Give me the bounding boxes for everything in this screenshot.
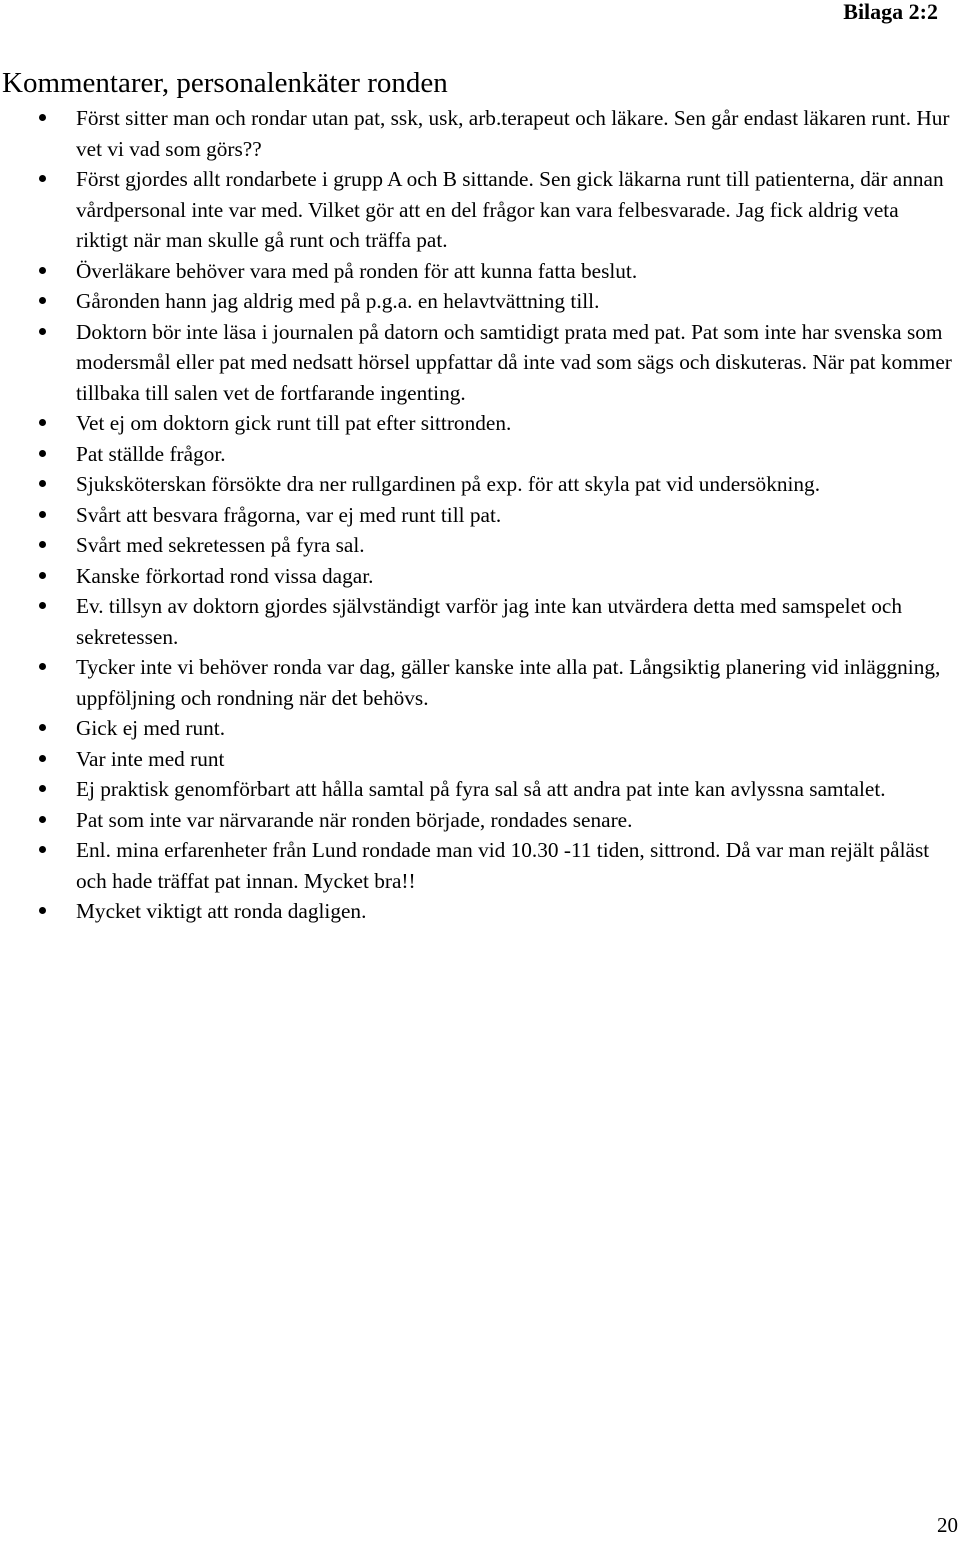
- bullet-icon: [39, 724, 46, 731]
- list-item: [0, 744, 955, 775]
- list-item: [0, 561, 955, 592]
- bullet-icon: [39, 785, 46, 792]
- list-item: [0, 896, 955, 927]
- comment-text: Först gjordes allt rondarbete i grupp A och B sittande. Sen gick läkarna runt till patienterna, där annan vårdpersonal inte var med. Vilket gör att en del frågor kan vara felbesvarade. Jag fick aldrig veta riktigt när man skulle gå runt och träffa pat.: [76, 167, 944, 252]
- bullet-icon: [39, 907, 46, 914]
- bullet-icon: [39, 450, 46, 457]
- list-item: [0, 103, 955, 164]
- list-item: [0, 652, 955, 713]
- comment-text: Pat som inte var närvarande när ronden började, rondades senare.: [76, 807, 633, 832]
- comment-text: Enl. mina erfarenheter från Lund rondade man vid 10.30 -11 tiden, sittrond. Då var man rejält påläst och hade träffat pat innan. Mycket bra!!: [76, 838, 930, 893]
- comment-text: Ej praktisk genomförbart att hålla samtal på fyra sal så att andra pat inte kan avlyssna samtalet.: [76, 777, 886, 801]
- list-item: [0, 469, 955, 500]
- bullet-icon: [39, 419, 46, 426]
- bullet-icon: [39, 816, 46, 823]
- list-item: [0, 164, 955, 256]
- comment-text: Gick ej med runt.: [76, 716, 226, 740]
- comment-text: Först sitter man och rondar utan pat, ssk, usk, arb.terapeut och läkare. Sen går endast läkaren runt. Hur vet vi vad som görs??: [76, 106, 950, 161]
- page-header-label: Bilaga 2:2: [843, 0, 938, 24]
- comment-text: Kanske förkortad rond vissa dagar.: [76, 563, 374, 588]
- list-item: [0, 805, 955, 836]
- bullet-icon: [39, 328, 46, 335]
- list-item: [0, 439, 955, 470]
- bullet-icon: [39, 846, 46, 853]
- comment-text: Tycker inte vi behöver ronda var dag, gäller kanske inte alla pat. Långsiktig planering vid inläggning, uppföljning och rondning när det behövs.: [76, 655, 941, 710]
- comment-text: Pat ställde frågor.: [76, 441, 226, 466]
- list-item: [0, 286, 955, 317]
- comment-text: Var inte med runt: [76, 746, 225, 771]
- list-item: [0, 713, 955, 744]
- list-item: [0, 500, 955, 531]
- comment-text: Sjuksköterskan försökte dra ner rullgardinen på exp. för att skyla pat vid undersökning.: [76, 472, 821, 496]
- list-item: [0, 256, 955, 287]
- list-item: [0, 408, 955, 439]
- bullet-icon: [39, 267, 46, 274]
- comment-text: Gåronden hann jag aldrig med på p.g.a. en helavtvättning till.: [76, 289, 600, 313]
- list-item: [0, 317, 955, 409]
- list-item: [0, 530, 955, 561]
- list-item: [0, 835, 955, 896]
- bullet-icon: [39, 663, 46, 670]
- comment-text: Ev. tillsyn av doktorn gjordes självständigt varför jag inte kan utvärdera detta med samspelet och sekretessen.: [76, 594, 903, 649]
- comment-text: Svårt att besvara frågorna, var ej med runt till pat.: [76, 502, 502, 527]
- comment-text: Mycket viktigt att ronda dagligen.: [76, 899, 367, 923]
- bullet-icon: [39, 175, 46, 182]
- bullet-icon: [39, 541, 46, 548]
- bullet-icon: [39, 511, 46, 518]
- list-item: [0, 591, 955, 652]
- comment-list: [0, 103, 955, 927]
- list-item: [0, 774, 955, 805]
- comment-text: Svårt med sekretessen på fyra sal.: [76, 533, 365, 557]
- bullet-icon: [39, 480, 46, 487]
- bullet-icon: [39, 297, 46, 304]
- bullet-icon: [39, 602, 46, 609]
- comment-text: Doktorn bör inte läsa i journalen på datorn och samtidigt prata med pat. Pat som inte har svenska som modersmål eller pat med nedsatt hörsel uppfattar då inte vad som sägs och diskuteras. När pat kommer tillbaka till salen vet de fortfarande ingenting.: [76, 319, 952, 405]
- bullet-icon: [39, 114, 46, 121]
- document-title: Kommentarer, personalenkäter ronden: [2, 67, 448, 99]
- bullet-icon: [39, 755, 46, 762]
- comment-text: Vet ej om doktorn gick runt till pat efter sittronden.: [76, 411, 512, 435]
- page-number: 20: [937, 1513, 958, 1537]
- bullet-icon: [39, 572, 46, 579]
- comment-text: Överläkare behöver vara med på ronden för att kunna fatta beslut.: [76, 258, 638, 283]
